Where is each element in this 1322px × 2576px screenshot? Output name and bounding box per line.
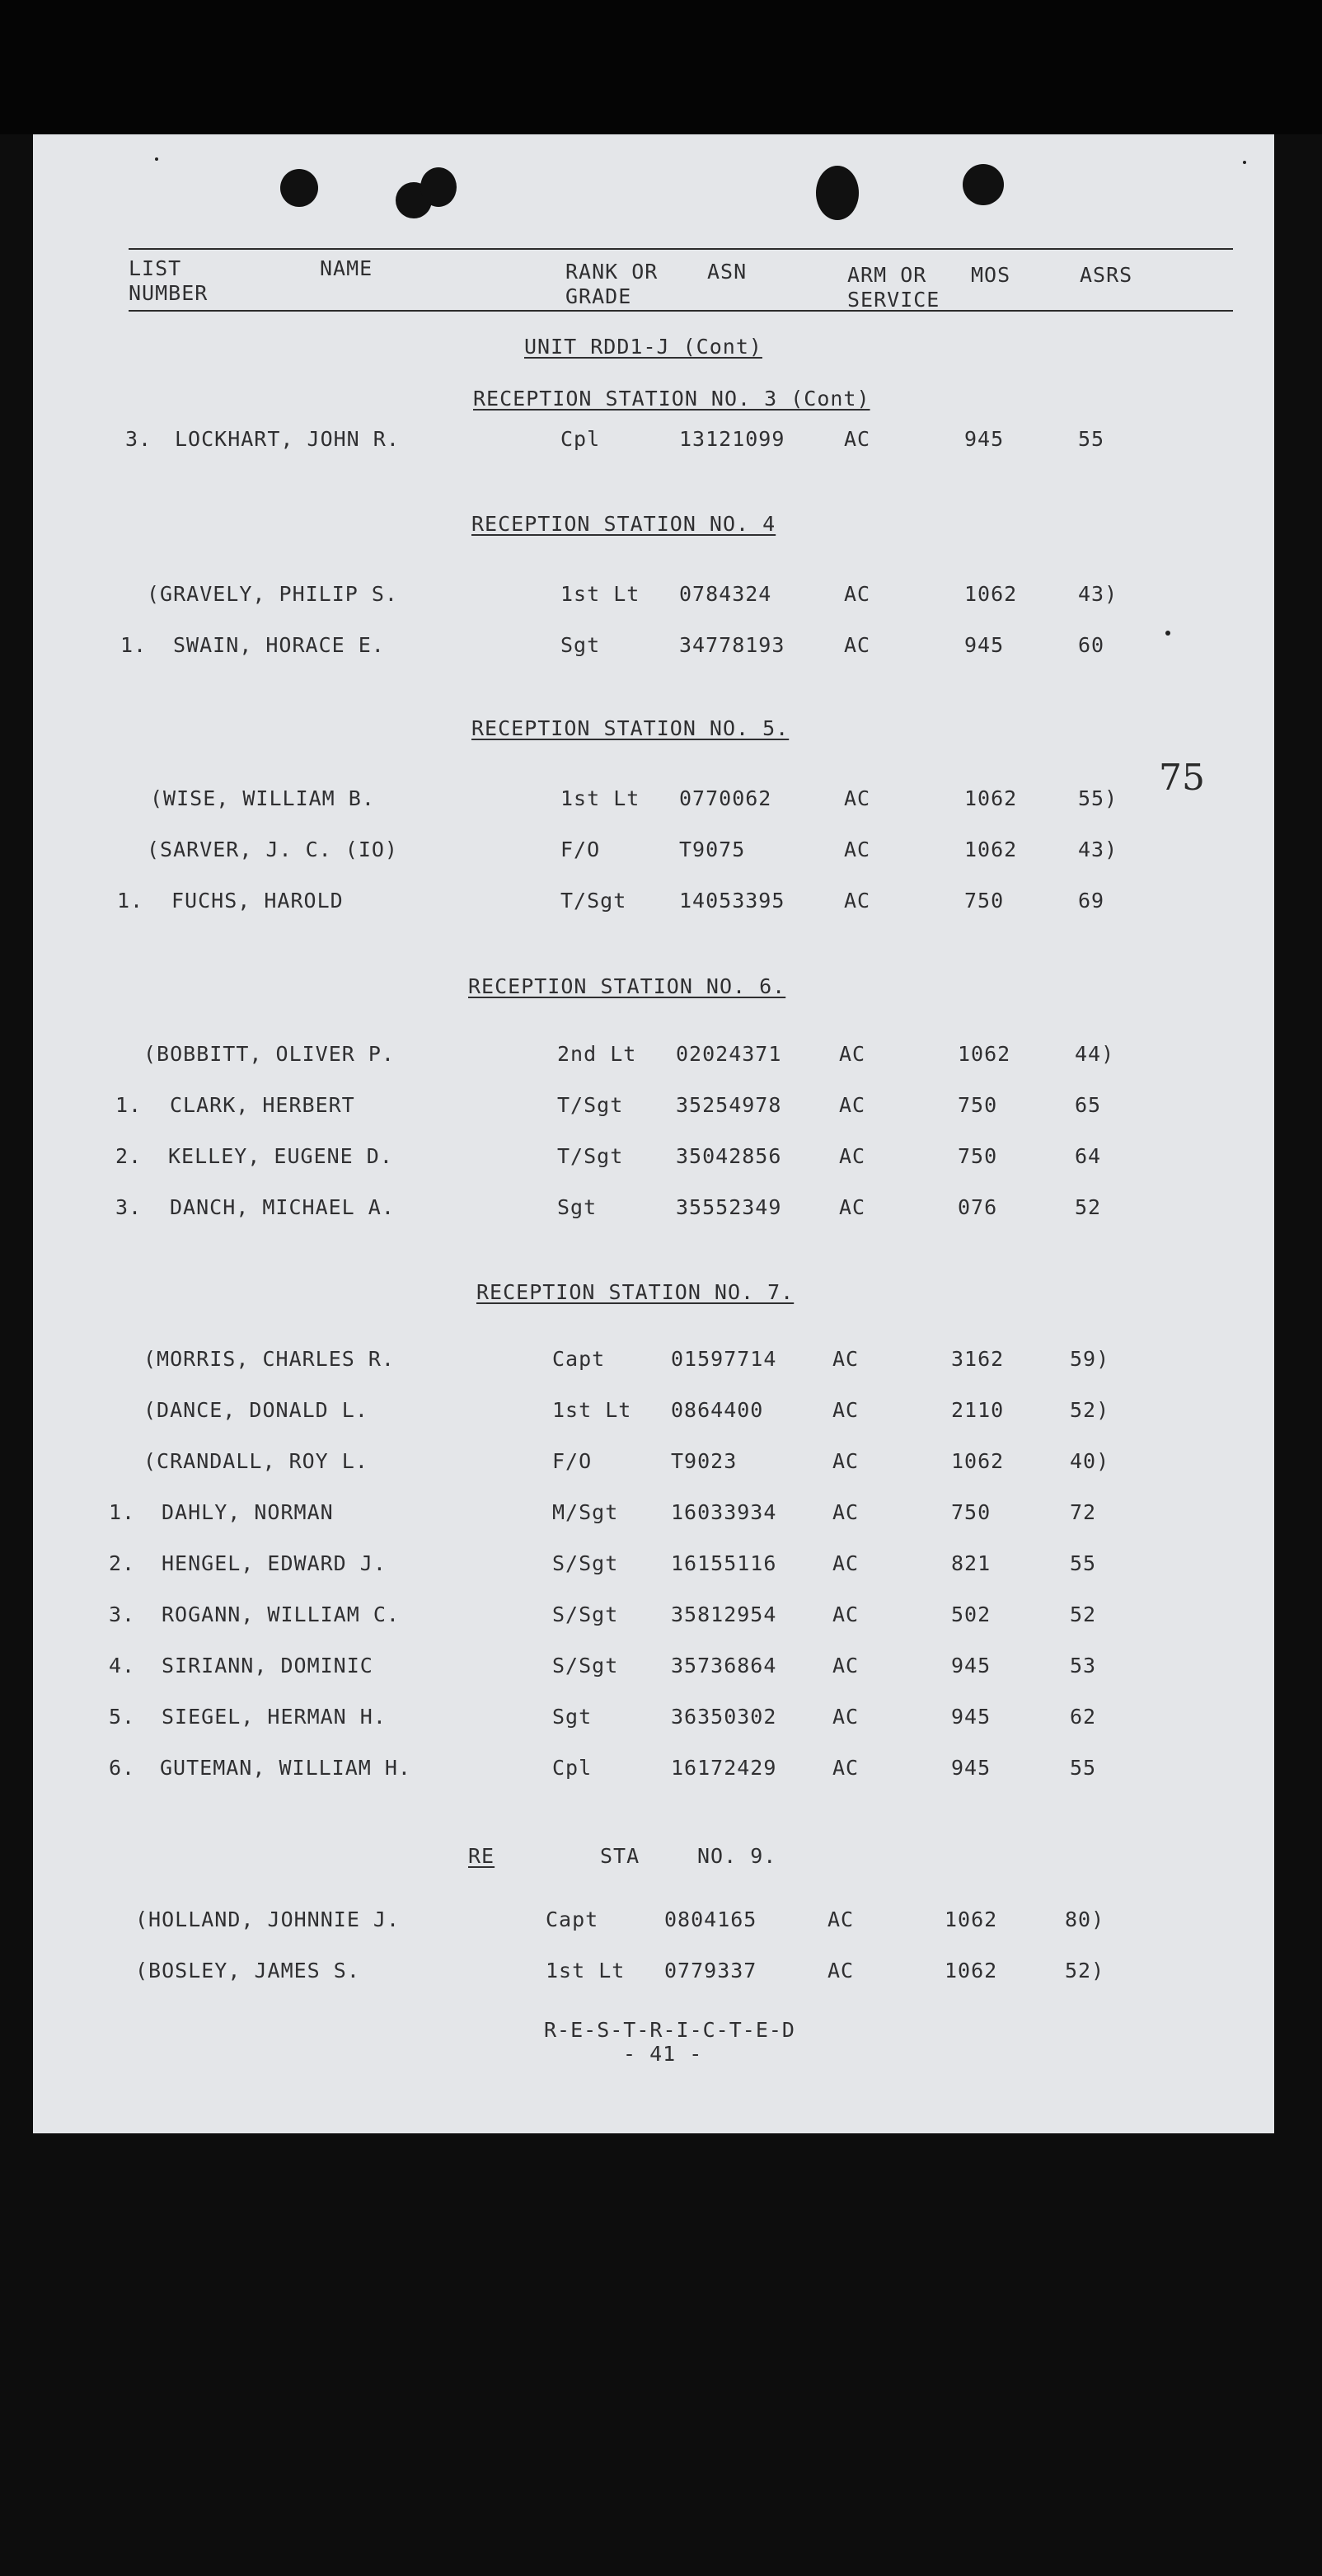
row-asn: 35552349: [676, 1195, 782, 1219]
row-asn: 0770062: [679, 786, 772, 810]
row-arm: AC: [832, 1347, 860, 1371]
row-rank: M/Sgt: [552, 1500, 619, 1524]
row-asrs: 43): [1078, 838, 1118, 861]
row-name: LOCKHART, JOHN R.: [175, 427, 400, 451]
row-asrs: 59): [1070, 1347, 1110, 1371]
row-asn: 0779337: [664, 1959, 757, 1982]
row-arm: AC: [827, 1959, 855, 1982]
document-page: [33, 134, 1274, 2133]
row-name: (GRAVELY, PHILIP S.: [147, 582, 398, 606]
row-asrs: 52: [1070, 1602, 1097, 1626]
row-rank: S/Sgt: [552, 1602, 619, 1626]
row-name: FUCHS, HAROLD: [171, 889, 344, 913]
row-rank: 1st Lt: [552, 1398, 632, 1422]
row-asrs: 53: [1070, 1654, 1097, 1677]
row-arm: AC: [844, 889, 871, 913]
row-asrs: 69: [1078, 889, 1105, 913]
row-arm: AC: [832, 1500, 860, 1524]
row-list-number: 4.: [109, 1654, 136, 1677]
row-mos: 945: [964, 427, 1005, 451]
section-title-fragment: NO. 9.: [697, 1844, 777, 1868]
row-asn: 35736864: [671, 1654, 777, 1677]
row-rank: 2nd Lt: [557, 1042, 637, 1066]
section-title-fragment: RE: [468, 1844, 495, 1868]
row-asn: 16033934: [671, 1500, 777, 1524]
film-border: [0, 0, 1322, 134]
row-name: ROGANN, WILLIAM C.: [162, 1602, 400, 1626]
row-rank: 1st Lt: [560, 582, 640, 606]
row-asn: 14053395: [679, 889, 785, 913]
row-asrs: 65: [1075, 1093, 1102, 1117]
row-list-number: 3.: [125, 427, 152, 451]
row-rank: 1st Lt: [546, 1959, 626, 1982]
header-rank: RANK OR GRADE: [565, 260, 659, 308]
row-arm: AC: [839, 1042, 866, 1066]
row-mos: 2110: [951, 1398, 1005, 1422]
section-title: RECEPTION STATION NO. 5.: [471, 716, 790, 740]
row-name: DANCH, MICHAEL A.: [170, 1195, 395, 1219]
header-name: NAME: [320, 256, 373, 280]
row-rank: Capt: [552, 1347, 606, 1371]
header-asn: ASN: [707, 260, 748, 284]
header-rule-bottom: [129, 310, 1233, 312]
row-asrs: 60: [1078, 633, 1105, 657]
row-name: KELLEY, EUGENE D.: [168, 1144, 393, 1168]
header-list-number: LIST NUMBER: [129, 256, 209, 305]
row-mos: 1062: [945, 1907, 998, 1931]
row-name: HENGEL, EDWARD J.: [162, 1551, 387, 1575]
row-arm: AC: [839, 1144, 866, 1168]
row-rank: Cpl: [560, 427, 601, 451]
row-list-number: 2.: [115, 1144, 143, 1168]
row-name: GUTEMAN, WILLIAM H.: [160, 1756, 411, 1780]
row-mos: 1062: [964, 838, 1018, 861]
row-rank: Sgt: [552, 1705, 593, 1729]
row-mos: 750: [958, 1093, 998, 1117]
row-arm: AC: [839, 1093, 866, 1117]
row-asn: T9023: [671, 1449, 738, 1473]
row-mos: 945: [951, 1705, 992, 1729]
row-arm: AC: [844, 427, 871, 451]
row-asrs: 55: [1078, 427, 1105, 451]
row-list-number: 3.: [109, 1602, 136, 1626]
header-arm: ARM OR SERVICE: [847, 263, 940, 312]
header-rule-top: [129, 248, 1233, 250]
row-asrs: 52): [1070, 1398, 1110, 1422]
footer-page-number: - 41 -: [623, 2042, 703, 2066]
section-title: RECEPTION STATION NO. 4: [471, 512, 776, 536]
footer-restricted: R-E-S-T-R-I-C-T-E-D: [544, 2018, 795, 2042]
row-asn: 02024371: [676, 1042, 782, 1066]
row-asn: 35042856: [676, 1144, 782, 1168]
row-arm: AC: [844, 633, 871, 657]
row-list-number: 1.: [109, 1500, 136, 1524]
row-asn: 0784324: [679, 582, 772, 606]
row-mos: 750: [958, 1144, 998, 1168]
row-list-number: 1.: [117, 889, 144, 913]
row-asrs: 44): [1075, 1042, 1115, 1066]
row-asn: 13121099: [679, 427, 785, 451]
row-name: SIEGEL, HERMAN H.: [162, 1705, 387, 1729]
row-asn: 16155116: [671, 1551, 777, 1575]
row-mos: 1062: [945, 1959, 998, 1982]
row-name: (WISE, WILLIAM B.: [150, 786, 375, 810]
row-list-number: 6.: [109, 1756, 136, 1780]
row-asrs: 72: [1070, 1500, 1097, 1524]
row-asrs: 55: [1070, 1756, 1097, 1780]
row-mos: 1062: [958, 1042, 1011, 1066]
row-asrs: 52: [1075, 1195, 1102, 1219]
speck: [155, 157, 158, 161]
section-title: RECEPTION STATION NO. 7.: [476, 1280, 795, 1304]
row-asn: 16172429: [671, 1756, 777, 1780]
row-arm: AC: [827, 1907, 855, 1931]
header-asrs: ASRS: [1080, 263, 1133, 287]
row-arm: AC: [832, 1551, 860, 1575]
row-mos: 1062: [964, 582, 1018, 606]
speck: [1165, 631, 1170, 636]
row-name: (SARVER, J. C. (IO): [147, 838, 398, 861]
row-asn: 35812954: [671, 1602, 777, 1626]
row-list-number: 1.: [115, 1093, 143, 1117]
row-mos: 945: [964, 633, 1005, 657]
row-mos: 945: [951, 1756, 992, 1780]
row-name: (DANCE, DONALD L.: [143, 1398, 368, 1422]
row-asrs: 40): [1070, 1449, 1110, 1473]
row-asn: 35254978: [676, 1093, 782, 1117]
row-mos: 821: [951, 1551, 992, 1575]
unit-title: UNIT RDD1-J (Cont): [524, 335, 762, 359]
row-rank: F/O: [552, 1449, 593, 1473]
row-mos: 502: [951, 1602, 992, 1626]
section-title-fragment: STA: [600, 1844, 640, 1868]
row-asrs: 64: [1075, 1144, 1102, 1168]
row-rank: Cpl: [552, 1756, 593, 1780]
row-asn: 01597714: [671, 1347, 777, 1371]
row-name: SIRIANN, DOMINIC: [162, 1654, 373, 1677]
row-asrs: 62: [1070, 1705, 1097, 1729]
header-mos: MOS: [971, 263, 1011, 287]
row-arm: AC: [844, 838, 871, 861]
row-mos: 1062: [951, 1449, 1005, 1473]
speck: [1243, 161, 1246, 164]
row-asn: T9075: [679, 838, 746, 861]
row-list-number: 1.: [120, 633, 148, 657]
row-arm: AC: [832, 1654, 860, 1677]
row-name: DAHLY, NORMAN: [162, 1500, 334, 1524]
row-name: CLARK, HERBERT: [170, 1093, 355, 1117]
row-asrs: 43): [1078, 582, 1118, 606]
row-arm: AC: [844, 786, 871, 810]
row-arm: AC: [832, 1705, 860, 1729]
row-name: (HOLLAND, JOHNNIE J.: [135, 1907, 401, 1931]
row-asrs: 80): [1065, 1907, 1105, 1931]
row-rank: 1st Lt: [560, 786, 640, 810]
row-name: (BOSLEY, JAMES S.: [135, 1959, 360, 1982]
row-rank: Sgt: [557, 1195, 598, 1219]
row-rank: T/Sgt: [560, 889, 627, 913]
row-arm: AC: [839, 1195, 866, 1219]
punch-hole: [963, 164, 1004, 205]
row-arm: AC: [832, 1398, 860, 1422]
row-mos: 3162: [951, 1347, 1005, 1371]
row-mos: 750: [951, 1500, 992, 1524]
row-arm: AC: [832, 1756, 860, 1780]
row-rank: S/Sgt: [552, 1654, 619, 1677]
punch-hole: [420, 167, 457, 207]
section-title: RECEPTION STATION NO. 6.: [468, 974, 786, 998]
row-list-number: 3.: [115, 1195, 143, 1219]
section-title: RECEPTION STATION NO. 3 (Cont): [473, 387, 870, 411]
row-asrs: 52): [1065, 1959, 1105, 1982]
row-arm: AC: [832, 1602, 860, 1626]
row-rank: Sgt: [560, 633, 601, 657]
punch-hole: [280, 169, 318, 207]
row-rank: Capt: [546, 1907, 599, 1931]
punch-hole: [816, 166, 859, 220]
row-asn: 34778193: [679, 633, 785, 657]
row-rank: T/Sgt: [557, 1093, 624, 1117]
row-name: (CRANDALL, ROY L.: [143, 1449, 368, 1473]
row-asn: 0864400: [671, 1398, 764, 1422]
row-asrs: 55: [1070, 1551, 1097, 1575]
row-name: (MORRIS, CHARLES R.: [143, 1347, 395, 1371]
row-mos: 750: [964, 889, 1005, 913]
row-asn: 36350302: [671, 1705, 777, 1729]
row-list-number: 2.: [109, 1551, 136, 1575]
row-mos: 1062: [964, 786, 1018, 810]
row-rank: T/Sgt: [557, 1144, 624, 1168]
row-list-number: 5.: [109, 1705, 136, 1729]
row-asrs: 55): [1078, 786, 1118, 810]
page-stamp-number: 75: [1159, 757, 1205, 799]
row-arm: AC: [832, 1449, 860, 1473]
row-mos: 076: [958, 1195, 998, 1219]
row-name: SWAIN, HORACE E.: [173, 633, 385, 657]
row-mos: 945: [951, 1654, 992, 1677]
row-name: (BOBBITT, OLIVER P.: [143, 1042, 395, 1066]
row-rank: F/O: [560, 838, 601, 861]
row-rank: S/Sgt: [552, 1551, 619, 1575]
row-asn: 0804165: [664, 1907, 757, 1931]
row-arm: AC: [844, 582, 871, 606]
